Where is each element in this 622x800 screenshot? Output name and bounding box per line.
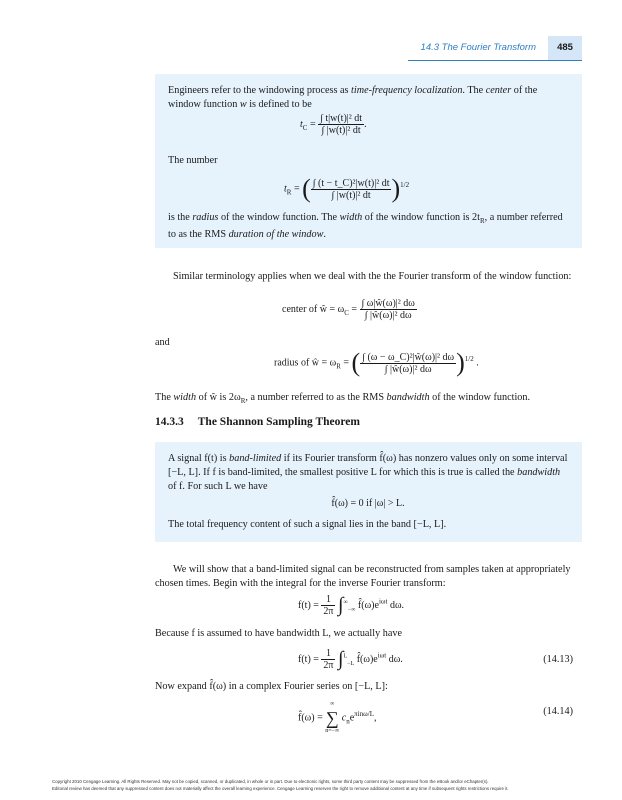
header-rule xyxy=(408,60,582,61)
equation-number-14-13: (14.13) xyxy=(543,654,573,665)
reconstruction-paragraph: We will show that a band-limited signal can be reconstructed from samples taken at appropriately chosen times. Begin with the integral for the inverse Fourier transform: xyxy=(155,564,571,589)
bandwidth-integral-equation: f(t) = $\frac{1}{2\pi}$ ∫$^L_{-L}$ $f̂(\omega)e^{i\omega t}$ dω. xyxy=(298,648,403,671)
freq-radius-equation: radius of ŵ = $\omega_R$ = ( $\frac{\text{∫ (ω − ω\_C)²|ŵ(ω)|² dω}}{\text{∫ |ŵ(ω)|² dω}}$ )$^{1/2}$ . xyxy=(274,348,479,377)
page-number: 485 xyxy=(548,36,582,60)
box1-radius-text: is the radius of the window function. The width of the window function is $2t_R$, a number referred to as the RMS duration of the window. xyxy=(168,212,563,241)
radius-equation: $t_R$ = ( $\frac{\text{∫ (t − t\_C)²|w(t)|² dt}}{\text{∫ |w(t)|² dt}}$ )$^{1/2}$ xyxy=(284,174,410,203)
and-label: and xyxy=(155,337,170,348)
similar-terminology-paragraph: Similar terminology applies when we deal with the the Fourier transform of the window function: xyxy=(173,271,572,282)
box1-number-label: The number xyxy=(168,155,218,166)
because-text: Because f is assumed to have bandwidth L, we actually have xyxy=(155,628,402,639)
section-heading: 14.3.3 The Shannon Sampling Theorem xyxy=(155,416,360,428)
copyright-line-1: Copyright 2010 Cengage Learning. All Rights Reserved. May not be copied, scanned, or duplicated, in whole or in part. Due to electronic rights, some third party content may be suppressed from the eBook and/or eChapter(s). xyxy=(52,779,489,784)
inverse-transform-equation: f(t) = $\frac{1}{2\pi}$ $\int^\infty_{-\infty}$ $f̂(\omega)e^{i\omega t}$ dω. xyxy=(298,594,405,617)
band-limited-definition: A signal f(t) is band-limited if its Fourier transform f̂(ω) has nonzero values only on some interval [−L, L]. If f is band-limited, the smallest positive L for which this is true is called the bandwidth of f. For such L we have xyxy=(168,453,568,492)
band-limited-summary: The total frequency content of such a signal lies in the band [−L, L]. xyxy=(168,519,447,530)
center-fraction: $\frac{\text{∫ t|w(t)|² dt}}{\text{∫ |w(t)|² dt}}$ xyxy=(320,113,363,136)
fourier-series-equation: f̂(ω) = ∞ ∑ n=−∞ $c_ne^{\pi in\omega/L}$, xyxy=(298,701,377,734)
freq-width-text: The width of ŵ is $2\omega_R$, a number referred to as the RMS bandwidth of the window function. xyxy=(155,392,531,406)
expand-text: Now expand f̂(ω) in a complex Fourier series on [−L, L]: xyxy=(155,681,388,692)
band-limited-equation: f̂(ω) = 0 if |ω| > L. xyxy=(331,498,405,509)
radius-fraction: $\frac{\text{∫ (t − t\_C)²|w(t)|² dt}}{\text{∫ |w(t)|² dt}}$ xyxy=(312,177,390,201)
freq-radius-fraction: $\frac{\text{∫ (ω − ω\_C)²|ŵ(ω)|² dω}}{\text{∫ |ŵ(ω)|² dω}}$ xyxy=(362,351,455,375)
running-header-title: 14.3 The Fourier Transform xyxy=(420,42,536,53)
freq-center-fraction: $\frac{\text{∫ ω|ŵ(ω)|² dω}}{\text{∫ |ŵ(ω)|² dω}}$ xyxy=(361,298,415,321)
center-equation: $t_C$ = $\frac{\text{∫ t|w(t)|² dt}}{\text{∫ |w(t)|² dt}}$ . xyxy=(300,113,367,136)
box1-intro: Engineers refer to the windowing process as time-frequency localization. The center of the window function w is defined to be xyxy=(168,85,538,110)
equation-number-14-14: (14.14) xyxy=(543,706,573,717)
freq-center-equation: center of ŵ = $\omega_C$ = $\frac{\text{∫ ω|ŵ(ω)|² dω}}{\text{∫ |ŵ(ω)|² dω}}$ xyxy=(282,298,415,321)
copyright-line-2: Editorial review has deemed that any suppressed content does not materially affect the overall learning experience. Cengage Learning reserves the right to remove additional content at any time if subsequent rights restrictions require it. xyxy=(52,786,509,791)
